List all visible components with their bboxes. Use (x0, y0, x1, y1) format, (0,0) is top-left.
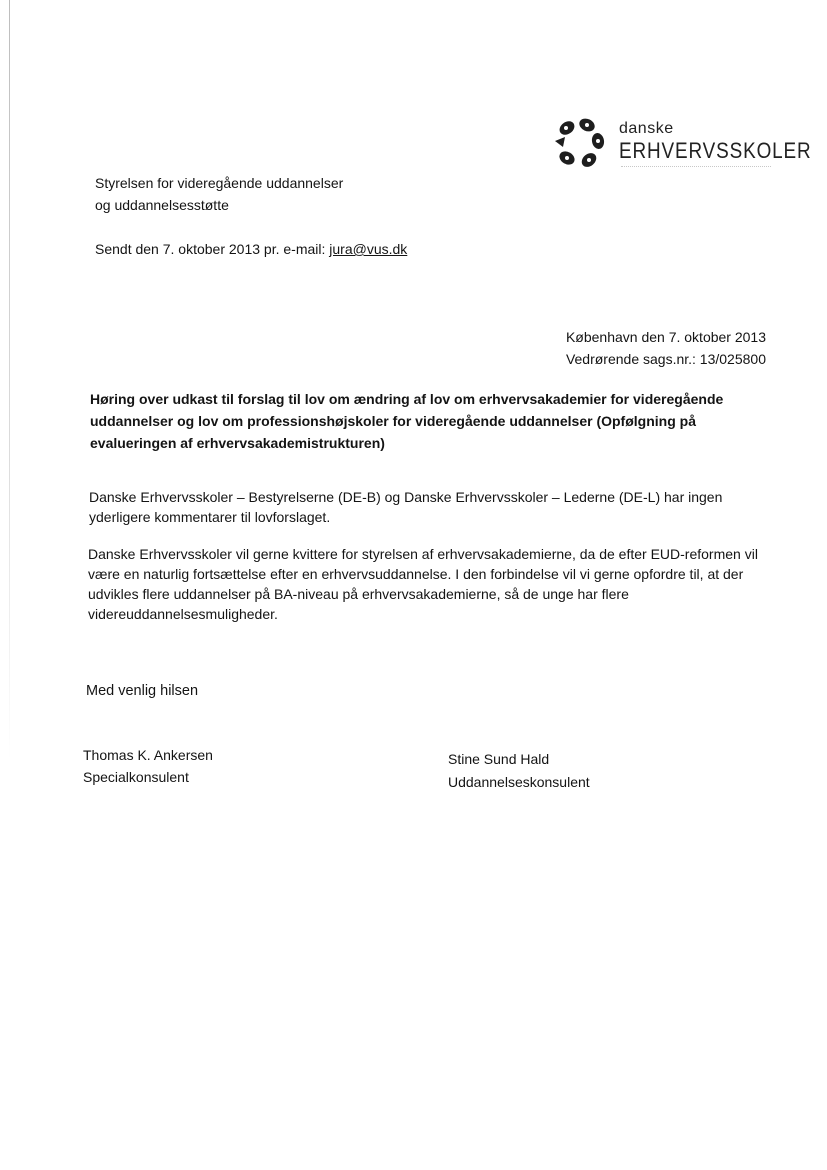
recipient-line-1: Styrelsen for videregående uddannelser (95, 175, 344, 191)
signatory-2-title: Uddannelseskonsulent (448, 774, 590, 790)
signatory-1-title: Specialkonsulent (83, 769, 189, 785)
logo-tagline-faint (621, 166, 771, 168)
place-date: København den 7. oktober 2013 (565, 329, 766, 345)
paragraph-2: Danske Erhvervsskoler vil gerne kvittere for styrelsen af erhvervsakademierne, da de efter EUD-reformen vil være en naturlig fortsættelse efter en erhvervsuddannelse. I den forbindelse vil vi gerne opfordre til, at der udvikles flere uddannelser på BA-niveau på erhvervsakademierne, så de unge har flere videreuddannelsesmuligheder. (88, 546, 758, 622)
subject-heading: Høring over udkast til forslag til lov om ændring af lov om erhvervsakademier for videregående uddannelser og lov om professionshøjskoler for videregående uddannelser (Opfølgning på evalueringen af erhvervsakademistrukturen) (90, 391, 724, 451)
signatory-2-name: Stine Sund Hald (448, 751, 550, 767)
recipient-line-2: og uddannelsesstøtte (95, 197, 229, 213)
case-reference: Vedrørende sags.nr.: 13/025800 (565, 351, 766, 367)
star-flower-logo-icon (553, 116, 611, 172)
logo-text-danske: danske (619, 120, 674, 137)
organization-logo (553, 116, 812, 176)
scan-edge-line (9, 0, 10, 760)
signatory-1-name: Thomas K. Ankersen (83, 747, 213, 763)
logo-text-erhvervsskoler: ERHVERVSSKOLER (619, 138, 812, 163)
sent-line (95, 238, 407, 260)
closing-salutation: Med venlig hilsen (86, 683, 199, 699)
paragraph-1: Danske Erhvervsskoler – Bestyrelserne (DE-B) og Danske Erhvervsskoler – Lederne (DE-L) har ingen yderligere kommentarer til lovforslaget. (89, 489, 723, 525)
email-link[interactable]: jura@vus.dk (329, 241, 408, 257)
sent-prefix: Sendt den 7. oktober 2013 pr. e-mail: (95, 241, 330, 257)
